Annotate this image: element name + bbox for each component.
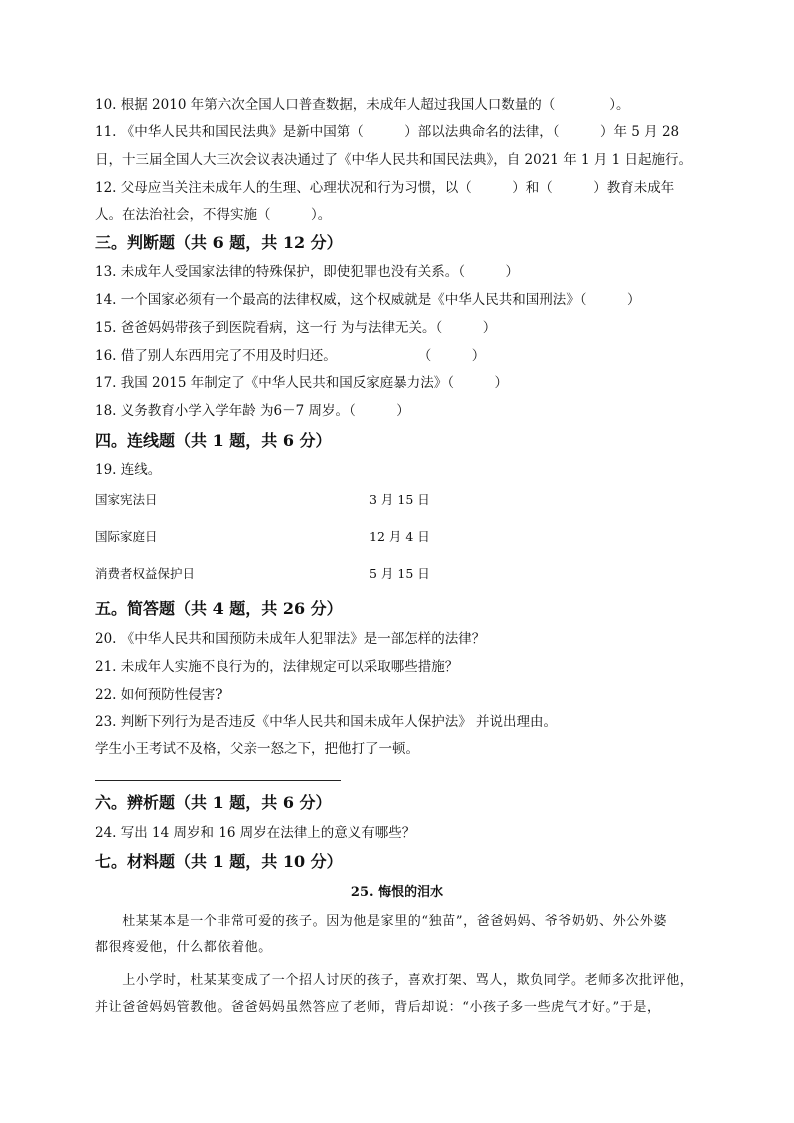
question-15: 15. 爸爸妈妈带孩子到医院看病，这一行 为与法律无关。（ ）: [95, 320, 497, 336]
question-18: 18. 义务教育小学入学年龄 为6－7 周岁。（ ）: [95, 403, 410, 419]
question-23: 23. 判断下列行为是否违反《中华人民共和国未成年人保护法》 并说出理由。: [95, 714, 558, 730]
question-13: 13. 未成年人受国家法律的特殊保护，即使犯罪也没有关系。（ ）: [95, 264, 520, 280]
match-right-item: 3 月 15 日: [369, 492, 430, 507]
section-6-heading: 六。辨析题（共 1 题，共 6 分）: [95, 793, 332, 812]
material-paragraph-line: 杜某某本是一个非常可爱的孩子。因为他是家里的“独苗”，爸爸妈妈、爷爷奶奶、外公外婆: [95, 914, 668, 929]
question-12-line-2: 人。在法治社会，不得实施（ ）。: [95, 207, 332, 223]
question-14: 14. 一个国家必须有一个最高的法律权威，这个权威就是《中华人民共和国刑法》（ ）: [95, 292, 641, 308]
question-12-line-1: 12. 父母应当关注未成年人的生理、心理状况和行为习惯，以（ ）和（ ）教育未成年: [95, 180, 675, 196]
question-16: 16. 借了别人东西用完了不用及时归还。 （ ）: [95, 348, 486, 364]
question-17: 17. 我国 2015 年制定了《中华人民共和国反家庭暴力法》（ ）: [95, 375, 508, 391]
question-23-case: 学生小王考试不及格，父亲一怒之下，把他打了一顿。: [95, 741, 419, 757]
question-24: 24. 写出 14 周岁和 16 周岁在法律上的意义有哪些？: [95, 825, 416, 841]
question-22: 22. 如何预防性侵害?: [95, 687, 223, 703]
match-left-item: 国际家庭日: [95, 529, 158, 544]
material-paragraph-line: 上小学时，杜某某变成了一个招人讨厌的孩子，喜欢打架、骂人，欺负同学。老师多次批评他，: [95, 973, 694, 988]
question-21: 21. 未成年人实施不良行为的，法律规定可以采取哪些措施？: [95, 659, 459, 675]
material-title: 25. 悔恨的泪水: [350, 885, 444, 900]
match-right-item: 5 月 15 日: [369, 566, 430, 581]
answer-underline: [95, 780, 341, 781]
question-11-line-2: 日，十三届全国人大三次会议表决通过了《中华人民共和国民法典》，自 2021 年 1 月 1 日起施行。: [95, 152, 693, 168]
match-left-item: 消费者权益保护日: [95, 566, 196, 581]
question-10: 10. 根据 2010 年第六次全国人口普查数据，未成年人超过我国人口数量的（ ）。: [95, 97, 630, 113]
match-left-item: 国家宪法日: [95, 492, 158, 507]
section-4-heading: 四。连线题（共 1 题，共 6 分）: [95, 431, 332, 450]
material-paragraph-line: 并让爸爸妈妈管教他。爸爸妈妈虽然答应了老师，背后却说：“小孩子多一些虎气才好。”于是，: [95, 1000, 661, 1015]
section-5-heading: 五。简答题（共 4 题，共 26 分）: [95, 599, 343, 618]
match-right-item: 12 月 4 日: [369, 529, 430, 544]
question-11-line-1: 11. 《中华人民共和国民法典》是新中国第（ ）部以法典命名的法律，（ ）年 5 月 28: [95, 124, 680, 140]
question-20: 20. 《中华人民共和国预防未成年人犯罪法》是一部怎样的法律？: [95, 631, 486, 647]
section-3-heading: 三。判断题（共 6 题，共 12 分）: [95, 233, 343, 252]
question-19-prompt: 19. 连线。: [95, 462, 162, 478]
section-7-heading: 七。材料题（共 1 题，共 10 分）: [95, 852, 343, 871]
material-paragraph-line: 都很疼爱他，什么都依着他。: [95, 940, 272, 955]
